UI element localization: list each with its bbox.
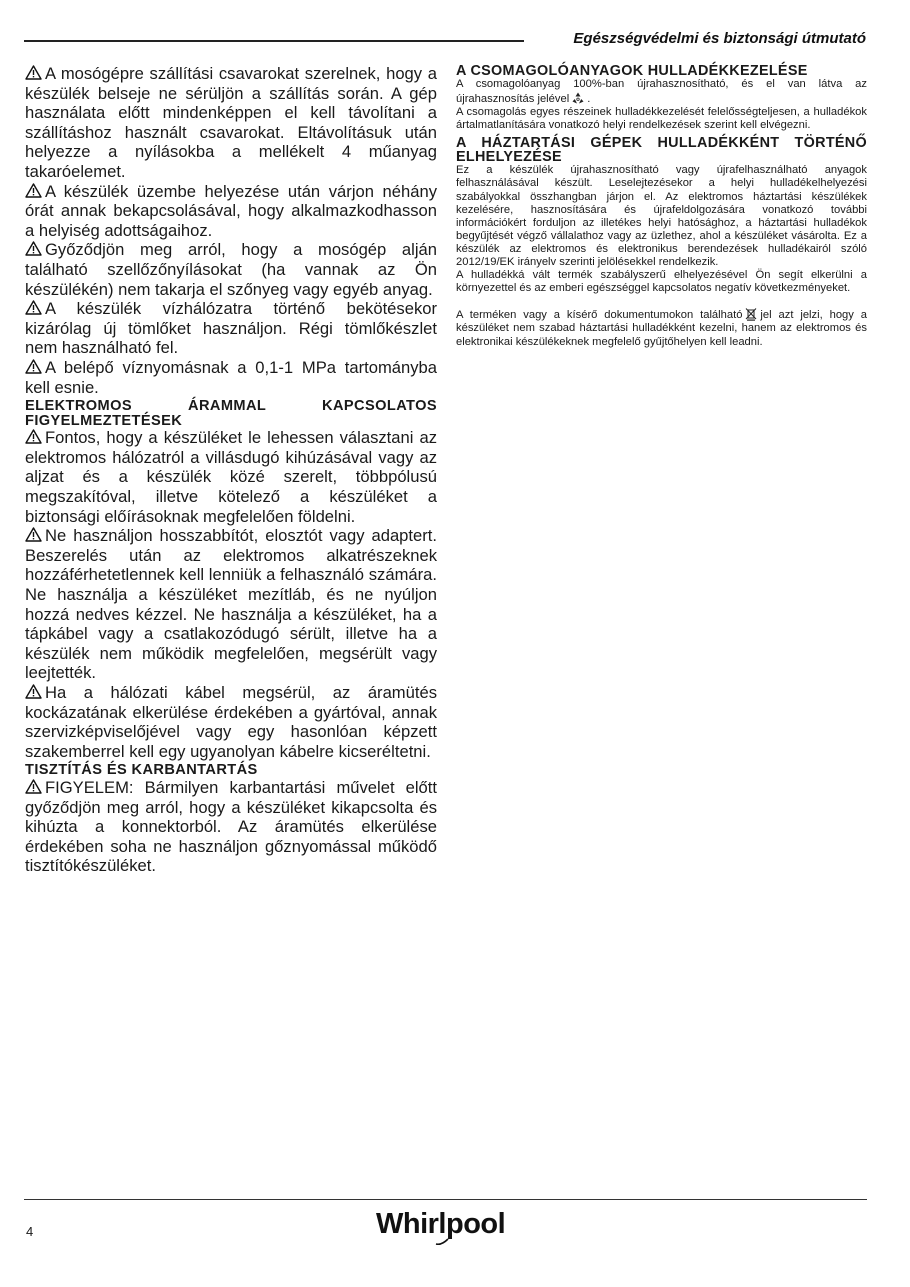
- paragraph-text: Ha a hálózati kábel megsérül, az áramütés kockázatának elkerülése érdekében a gyártóval, annak szervizképviselőjével vagy egy hasonlóan képzett szakemberrel kell egy ugyanolyan kábelre kicseréltetni.: [25, 683, 437, 761]
- paragraph-text: .: [587, 93, 591, 106]
- warning-paragraph: [25, 358, 437, 397]
- spacer: [456, 295, 867, 307]
- warning-icon: [25, 684, 42, 699]
- warning-icon: [25, 241, 42, 256]
- warning-icon: [25, 65, 42, 80]
- page-number: 4: [26, 1224, 34, 1239]
- paragraph-text: A készülék vízhálózatra történő bekötésekor kizárólag új tömlőket használjon. Régi tömlőkészlet nem használható fel.: [25, 299, 437, 358]
- warning-paragraph: [25, 526, 437, 683]
- section-heading-disposal: A HÁZTARTÁSI GÉPEK HULLADÉKKÉNT TÖRTÉNŐ ELHELYEZÉSE: [456, 135, 867, 166]
- warning-icon: [25, 429, 42, 444]
- paragraph-text: Ne használjon hosszabbítót, elosztót vagy adaptert. Beszerelés után az elektromos alkatrészeknek hozzáférhetetlennek kell lenniük a felhasználó számára. Ne használja a készüléket mezítláb, és ne nyúljon hozzá nedves kézzel. Ne használja a készüléket, ha a tápkábel vagy a csatlakozódugó sérült, illetve ha a készülék nem működik megfelelően, megsérült vagy leejtették.: [25, 526, 437, 683]
- warning-paragraph: [25, 64, 437, 182]
- warning-paragraph: [25, 240, 437, 299]
- warning-paragraph: [25, 428, 437, 526]
- warning-icon: [25, 779, 42, 794]
- warning-icon: [25, 300, 42, 315]
- left-column: [25, 64, 437, 876]
- paragraph-text: Győződjön meg arról, hogy a mosógép alján található szellőzőnyílásokat (ha vannak az Ön készülékén) nem takarja el szőnyeg vagy egyéb anyag.: [25, 240, 437, 299]
- paragraph: Ez a készülék újrahasznosítható vagy újrafelhasználható anyagok felhasználásával készült. Leselejtezésekor a helyi hulladékelhelyezési szabályokkal összhangban járjon el. Az elektromos háztartási készülékek kezelésére, hasznosítására és újrafeldolgozására vonatkozó további információkért forduljon az illetékes helyi hatósághoz, a háztartási hulladékok begyűjtését végző vállalathoz vagy az üzlethez, ahol a készüléket vásárolta. Ez a készülék az elektromos és elektronikus berendezések hulladékairól szóló 2012/19/EK irányelv szerinti jelölésekkel rendelkezik.: [456, 164, 867, 269]
- crossed-bin-icon: [744, 307, 758, 321]
- footer-rule: [24, 1199, 867, 1200]
- paragraph-text: A készülék üzembe helyezése után várjon néhány órát annak bekapcsolásával, hogy alkalmazkodhasson a helyiség adottságaihoz.: [25, 181, 437, 240]
- section-heading-cleaning: TISZTÍTÁS ÉS KARBANTARTÁS: [25, 762, 258, 779]
- paragraph-text: Fontos, hogy a készüléket le lehessen választani az elektromos hálózatról a villásdugó kihúzásával vagy az aljzat és a készülék közé szerelt, többpólusú megszakítóval, illetve kötelező a készüléket a biztonsági előírásoknak megfelelően földelni.: [25, 428, 437, 526]
- header-rule: [24, 40, 524, 42]
- warning-paragraph: [25, 683, 437, 761]
- warning-icon: [25, 359, 42, 374]
- warning-icon: [25, 527, 42, 542]
- paragraph-text: jel azt jelzi, hogy a készüléket nem szabad háztartási hulladékként kezelni, hanem az elektromos és elektronikai készülékeknek megfelelő gyűjtőhelyen kell leadni.: [456, 309, 867, 348]
- recycling-icon: [571, 91, 585, 105]
- paragraph-text: A csomagolóanyag 100%-ban újrahasznosítható, és el van látva az újrahasznosítás jelével: [456, 78, 867, 106]
- paragraph-text: FIGYELEM: Bármilyen karbantartási művelet előtt győződjön meg arról, hogy a készüléket kikapcsolta és kihúzta a konnektorból. Az áramütés elkerülése érdekében soha ne használjon gőznyomással működő tisztítókészüléket.: [25, 777, 437, 876]
- paragraph-text: A belépő víznyomásnak a 0,1-1 MPa tartományba kell esnie.: [25, 357, 437, 397]
- warning-paragraph: [25, 299, 437, 358]
- whirlpool-logo: [374, 1206, 514, 1246]
- page-header-title: Egészségvédelmi és biztonsági útmutató: [573, 30, 866, 47]
- paragraph: [456, 78, 867, 106]
- section-heading-packaging: A CSOMAGOLÓANYAGOK HULLADÉKKEZELÉSE: [456, 63, 808, 79]
- logo-text: Whirlpool: [376, 1208, 506, 1240]
- paragraph: [456, 307, 867, 348]
- warning-paragraph: [25, 182, 437, 241]
- warning-icon: [25, 183, 42, 198]
- paragraph-text: A terméken vagy a kísérő dokumentumokon található: [456, 309, 743, 322]
- paragraph: A csomagolás egyes részeinek hulladékkezelését felelősségteljesen, a hulladékok ártalmatlanítására vonatkozó helyi rendelkezések szerint kell elvégezni.: [456, 106, 867, 132]
- right-column: [456, 64, 867, 349]
- warning-paragraph: [25, 778, 437, 876]
- paragraph: A hulladékká vált termék szabályszerű elhelyezésével Ön segít elkerülni a környezettel és az emberi egészséggel kapcsolatos negatív következményeket.: [456, 269, 867, 295]
- section-heading-electric: ELEKTROMOS ÁRAMMAL KAPCSOLATOS FIGYELMEZTETÉSEK: [25, 398, 437, 429]
- paragraph-text: A mosógépre szállítási csavarokat szerelnek, hogy a készülék belseje ne sérüljön a szállítás során. A gép használata előtt mindenképpen el kell távolítani a szállításhoz használt csavarokat. Eltávolításuk után helyezze a nyílásokba a mellékelt 4 műanyag takaróelemet.: [25, 64, 437, 181]
